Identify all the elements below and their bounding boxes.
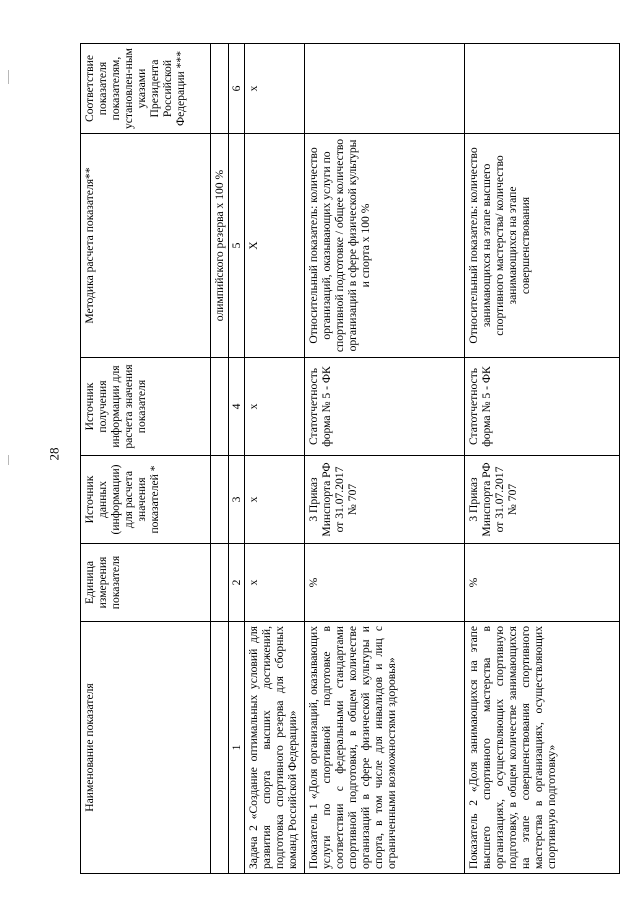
indicator1-method: Относительный показатель: количество организаций, оказывающих услуги по спортивной подготовке / общее количество организаций в сфере физической культуры и спорта х 100 %	[305, 134, 465, 358]
task2-compliance: х	[245, 44, 305, 134]
table-row-indicator1	[305, 44, 465, 874]
indicator2-info-source: 3 Приказ Минспорта РФ от 31.07.2017 № 707	[465, 456, 620, 544]
column-number-5: 5	[229, 134, 245, 358]
continuation-row	[211, 44, 229, 874]
header-row	[81, 44, 211, 874]
indicator-table	[80, 43, 620, 874]
column-number-row	[229, 44, 245, 874]
indicator2-compliance	[465, 44, 620, 134]
header-name: Наименование показателя	[81, 622, 211, 874]
task2-method: Х	[245, 134, 305, 358]
table-row-indicator2	[465, 44, 620, 874]
column-number-1: 1	[229, 622, 245, 874]
header-unit: Единица измерения показателя	[81, 544, 211, 622]
indicator2-name: Показатель 2 «Доля занимающихся на этапе высшего спортивного мастерства в организациях, осуществляющих спортивную подготовку, в общем количестве занимающихся на этапе совершенствования спортивного мастерства в организациях, осуществляющих спортивную подготовку»	[465, 622, 620, 874]
left-edge-mark-bottom	[8, 455, 9, 465]
cont-cell-6	[211, 44, 229, 134]
cont-cell-3	[211, 456, 229, 544]
column-number-2: 2	[229, 544, 245, 622]
task2-unit: х	[245, 544, 305, 622]
indicator1-info-source: 3 Приказ Минспорта РФ от 31.07.2017 № 707	[305, 456, 465, 544]
indicator1-unit: %	[305, 544, 465, 622]
cont-method: олимпийского резерва х 100 %	[211, 134, 229, 358]
column-number-4: 4	[229, 358, 245, 456]
header-method: Методика расчета показателя**	[81, 134, 211, 358]
indicator2-info-obtain: Статотчетность форма № 5 - ФК	[465, 358, 620, 456]
header-info-source: Источник данных (информации) для расчета значения показателей *	[81, 456, 211, 544]
left-edge-mark-top	[8, 70, 9, 84]
indicator1-compliance	[305, 44, 465, 134]
cont-cell-4	[211, 358, 229, 456]
task2-name: Задача 2 «Создание оптимальных условий для развития спорта высших достижений, подготовка спортивного резерва для сборных команд Российской Федерации»	[245, 622, 305, 874]
table-row-task2	[245, 44, 305, 874]
indicator1-name: Показатель 1 «Доля организаций, оказывающих услуги по спортивной подготовке в соответствии с федеральными стандартами спортивной подготовки, в общем количестве организаций в сфере физической культуры и спорта, в том числе для инвалидов и лиц с ограниченными возможностями здоровья»	[305, 622, 465, 874]
indicator2-unit: %	[465, 544, 620, 622]
indicator1-info-obtain: Статотчетность форма № 5 - ФК	[305, 358, 465, 456]
cont-cell-2	[211, 544, 229, 622]
header-compliance: Соответствие показателя показателям, установлен-ным указами Президента Российской Федерации ***	[81, 44, 211, 134]
cont-cell-1	[211, 622, 229, 874]
task2-info-obtain: х	[245, 358, 305, 456]
task2-info-source: х	[245, 456, 305, 544]
page-number: 28	[46, 447, 62, 461]
column-number-3: 3	[229, 456, 245, 544]
header-info-obtain: Источник получения информации для расчета значения показателя	[81, 358, 211, 456]
indicator2-method: Относительный показатель: количество занимающихся на этапе высшего спортивного мастерства/ количество занимающихся на этапе совершенствования	[465, 134, 620, 358]
column-number-6: 6	[229, 44, 245, 134]
indicator-table-rotated	[80, 44, 620, 874]
